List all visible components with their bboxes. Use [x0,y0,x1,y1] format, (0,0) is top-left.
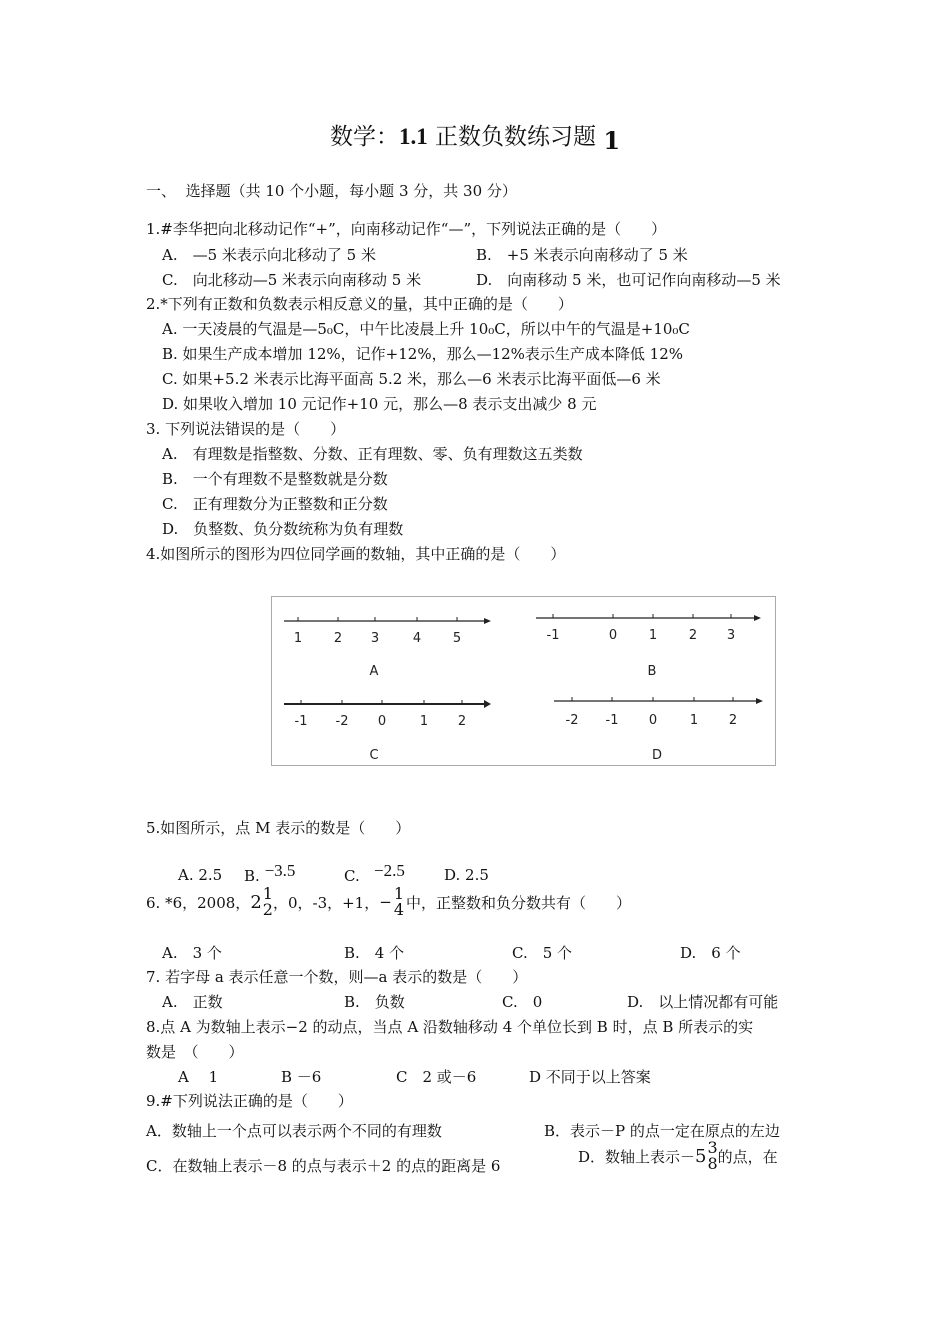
fraction-numerator: 1 [393,884,404,903]
q9-option-d-post: 的点，在 [717,1147,778,1166]
title-number: 1.1 [398,124,428,149]
q1-option-a: A. —5 米表示向北移动了 5 米 [162,246,376,264]
q3-option-c: C. 正有理数分为正整数和正分数 [162,495,388,513]
axis-a-tick: 4 [412,631,422,646]
q3-option-d: D. 负整数、负分数统称为负有理数 [162,520,404,538]
axis-b-tick: 1 [648,628,658,643]
q5-option-b-value: −3.5 [264,861,296,880]
section-marker: 一、 [146,182,177,200]
q3-stem: 3. 下列说法错误的是（ ） [146,420,346,438]
axis-d-label: D [651,748,663,763]
mixed-fraction [695,1140,718,1172]
title-prefix: 数学： [329,124,399,150]
q9-option-a: A．数轴上一个点可以表示两个不同的有理数 [146,1122,442,1140]
q7-stem: 7. 若字母 a 表示任意一个数，则—a 表示的数是（ ） [146,968,528,986]
q7-option-b: B. 负数 [344,993,405,1011]
number-line-b [536,614,761,679]
axis-d-tick: -1 [605,713,619,728]
q5-option-a: A. 2.5 [178,866,223,884]
axis-b-tick: 2 [688,628,698,643]
axis-c-label: C [369,748,379,763]
axis-d-tick: 2 [728,713,738,728]
q5-stem: 5.如图所示，点 M 表示的数是（ ） [146,819,411,837]
fraction [263,886,273,918]
q7-option-c: C. 0 [502,993,543,1011]
q8-option-c: C 2 或－6 [396,1068,477,1086]
axis-c-tick: -2 [335,714,349,729]
axis-c-tick: 2 [457,714,467,729]
axis-c-tick: 0 [377,714,387,729]
q6-stem-mid: ，0，-3，+1， [272,893,380,912]
axis-a-tick: 2 [333,631,343,646]
number-line-d [554,697,763,763]
q2-option-d: D. 如果收入增加 10 元记作+10 元，那么—8 表示支出减少 8 元 [162,395,597,413]
q5-option-c-value: −2.5 [374,861,405,880]
fraction [394,886,404,918]
q7-option-d: D. 以上情况都有可能 [627,993,779,1011]
axis-c-tick: 1 [419,714,429,729]
q9-option-d [578,1140,778,1172]
q5-option-c-label: C. [344,867,360,885]
axis-b-tick: 3 [726,628,736,643]
fraction-whole: 5 [695,1145,707,1167]
axis-d-tick: 1 [689,713,699,728]
axis-a-tick: 3 [370,631,380,646]
axis-d-tick: -2 [565,713,579,728]
number-line-a [284,617,491,679]
q3-option-a: A. 有理数是指整数、分数、正有理数、零、负有理数这五类数 [162,445,583,463]
q2-option-c: C. 如果+5.2 米表示比海平面高 5.2 米，那么—6 米表示比海平面低—6 米 [162,370,661,388]
q7-option-a: A. 正数 [162,993,223,1011]
q1-stem: 1.#李华把向北移动记作“+”，向南移动记作“—”，下列说法正确的是（ ） [146,220,667,238]
number-line-c [284,700,491,763]
q1-option-c: C. 向北移动—5 米表示向南移动 5 米 [162,271,422,289]
title-suffix: 1 [603,126,621,155]
fraction-numerator: 1 [262,884,273,903]
mixed-fraction [250,886,273,918]
q4-stem: 4.如图所示的图形为四位同学画的数轴，其中正确的是（ ） [146,545,566,563]
q8-option-a: A 1 [178,1068,219,1086]
q6-stem [146,886,631,918]
fraction [707,1140,717,1172]
axis-d-tick: 0 [648,713,658,728]
q8-stem-line2: 数是 （ ） [146,1043,244,1061]
q5-option-b-label: B. [244,867,260,885]
q5-option-b [244,861,296,886]
q6-stem-post: 中，正整数和负分数共有（ ） [406,893,632,912]
q8-stem-line1: 8.点 A 为数轴上表示−2 的动点，当点 A 沿数轴移动 4 个单位长到 B 时，点 B 所表示的实 [146,1018,754,1036]
q6-option-a: A. 3 个 [162,944,222,962]
q6-stem-pre: 6. *6，2008， [146,893,251,912]
axis-a-label: A [369,664,379,679]
axis-b-tick: 0 [608,628,618,643]
axis-c-tick: -1 [294,714,308,729]
page-title [0,118,950,155]
fraction-denominator: 8 [707,1154,718,1173]
axis-a-tick: 1 [293,631,303,646]
q6-option-d: D. 6 个 [680,944,741,962]
minus-sign: − [379,893,392,911]
fraction-numerator: 3 [707,1138,718,1157]
q8-option-d: D 不同于以上答案 [529,1068,651,1086]
axis-a-tick: 5 [452,631,462,646]
q9-option-b: B．表示－P 的点一定在原点的左边 [544,1122,780,1140]
fraction-whole: 2 [250,891,262,913]
q1-option-d: D. 向南移动 5 米，也可记作向南移动—5 米 [476,271,781,289]
q2-option-b: B. 如果生产成本增加 12%，记作+12%，那么—12%表示生产成本降低 12% [162,345,684,363]
number-line-figure [271,596,776,766]
axis-b-label: B [647,664,657,679]
q1-option-b: B. +5 米表示向南移动了 5 米 [476,246,688,264]
q9-stem: 9.#下列说法正确的是（ ） [146,1092,353,1110]
section-text: 选择题（共 10 个小题，每小题 3 分，共 30 分） [185,182,517,200]
section-heading [146,180,517,201]
q9-option-c: C．在数轴上表示－8 的点与表示＋2 的点的距离是 6 [146,1157,501,1175]
q6-option-b: B. 4 个 [344,944,405,962]
q8-option-b: B －6 [281,1068,322,1086]
title-text: 正数负数练习题 [435,124,597,150]
q5-option-d: D. 2.5 [444,866,489,884]
q6-option-c: C. 5 个 [512,944,573,962]
q9-option-d-pre: D．数轴上表示－ [578,1147,696,1166]
fraction-denominator: 4 [393,900,404,919]
fraction-denominator: 2 [262,900,273,919]
q2-option-a: A. 一天凌晨的气温是—5₀C，中午比凌晨上升 10₀C，所以中午的气温是+10₀C [162,320,690,338]
q5-option-c [344,861,405,886]
axis-b-tick: -1 [546,628,560,643]
q3-option-b: B. 一个有理数不是整数就是分数 [162,470,388,488]
q2-stem: 2.*下列有正数和负数表示相反意义的量，其中正确的是（ ） [146,295,573,313]
